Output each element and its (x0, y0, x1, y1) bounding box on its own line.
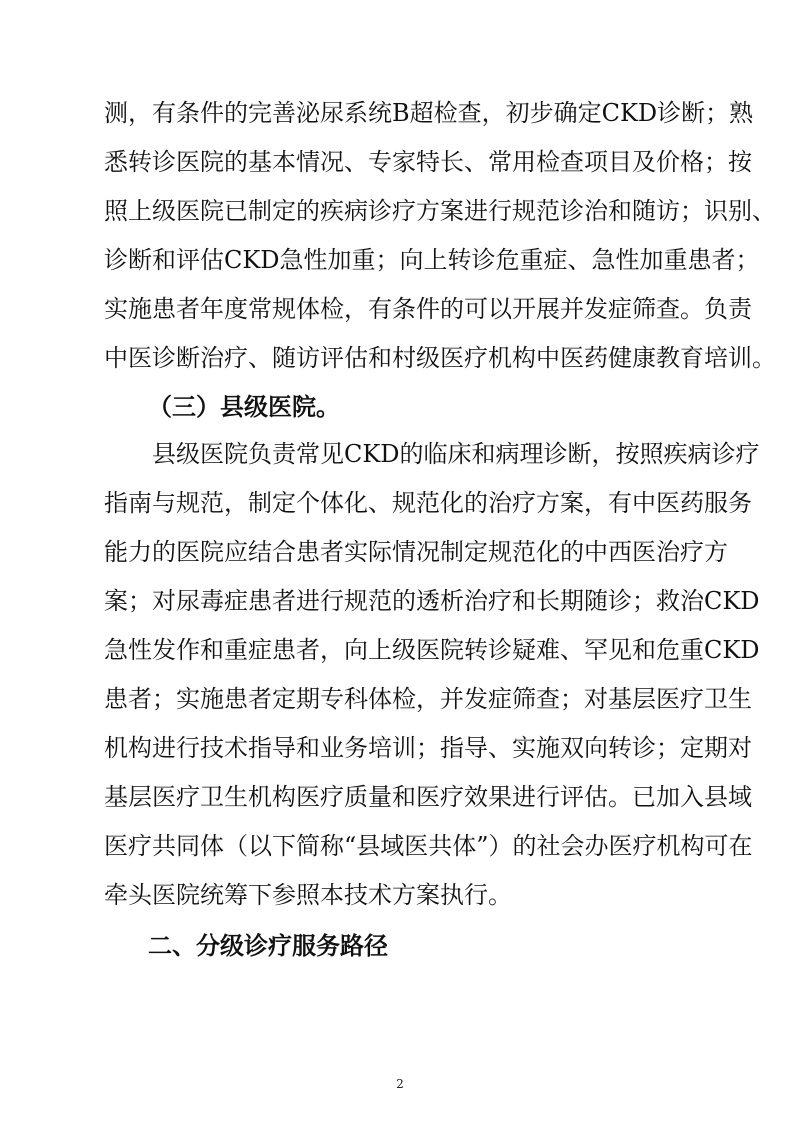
paragraph-1-line-5: 实施患者年度常规体检，有条件的可以开展并发症筛查。负责 (104, 295, 752, 323)
paragraph-2-line-9: 医疗共同体（以下简称“县域医共体”）的社会办医疗机构可在 (104, 832, 753, 860)
paragraph-1-line-2: 悉转诊医院的基本情况、专家特长、常用检查项目及价格；按 (104, 148, 752, 176)
paragraph-2-line-6: 患者；实施患者定期专科体检，并发症筛查；对基层医疗卫生 (104, 685, 752, 713)
paragraph-2-line-5: 急性发作和重症患者，向上级医院转诊疑难、罕见和危重CKD (104, 636, 760, 664)
paragraph-1-line-4: 诊断和评估CKD急性加重；向上转诊危重症、急性加重患者； (104, 246, 760, 274)
paragraph-1-line-3: 照上级医院已制定的疾病诊疗方案进行规范诊治和随访；识别、 (104, 197, 776, 225)
paragraph-2-line-10: 牵头医院统筹下参照本技术方案执行。 (104, 881, 512, 909)
paragraph-2-line-1: 县级医院负责常见CKD的临床和病理诊断，按照疾病诊疗 (152, 440, 760, 468)
paragraph-2-line-2: 指南与规范，制定个体化、规范化的治疗方案，有中医药服务 (104, 489, 752, 517)
paragraph-1-line-1: 测，有条件的完善泌尿系统B超检查，初步确定CKD诊断；熟 (104, 99, 754, 127)
paragraph-2-line-7: 机构进行技术指导和业务培训；指导、实施双向转诊；定期对 (104, 734, 752, 762)
paragraph-2-line-4: 案；对尿毒症患者进行规范的透析治疗和长期随诊；救治CKD (104, 587, 760, 615)
page-number: 2 (396, 1077, 404, 1091)
section-2-heading: 二、分级诊疗服务路径 (148, 932, 388, 960)
paragraph-2-line-8: 基层医疗卫生机构医疗质量和医疗效果进行评估。已加入县域 (104, 783, 752, 811)
section-3-heading: （三）县级医院。 (148, 393, 340, 421)
paragraph-2-line-3: 能力的医院应结合患者实际情况制定规范化的中西医治疗方 (104, 538, 728, 566)
paragraph-1-line-6: 中医诊断治疗、随访评估和村级医疗机构中医药健康教育培训。 (104, 344, 776, 372)
